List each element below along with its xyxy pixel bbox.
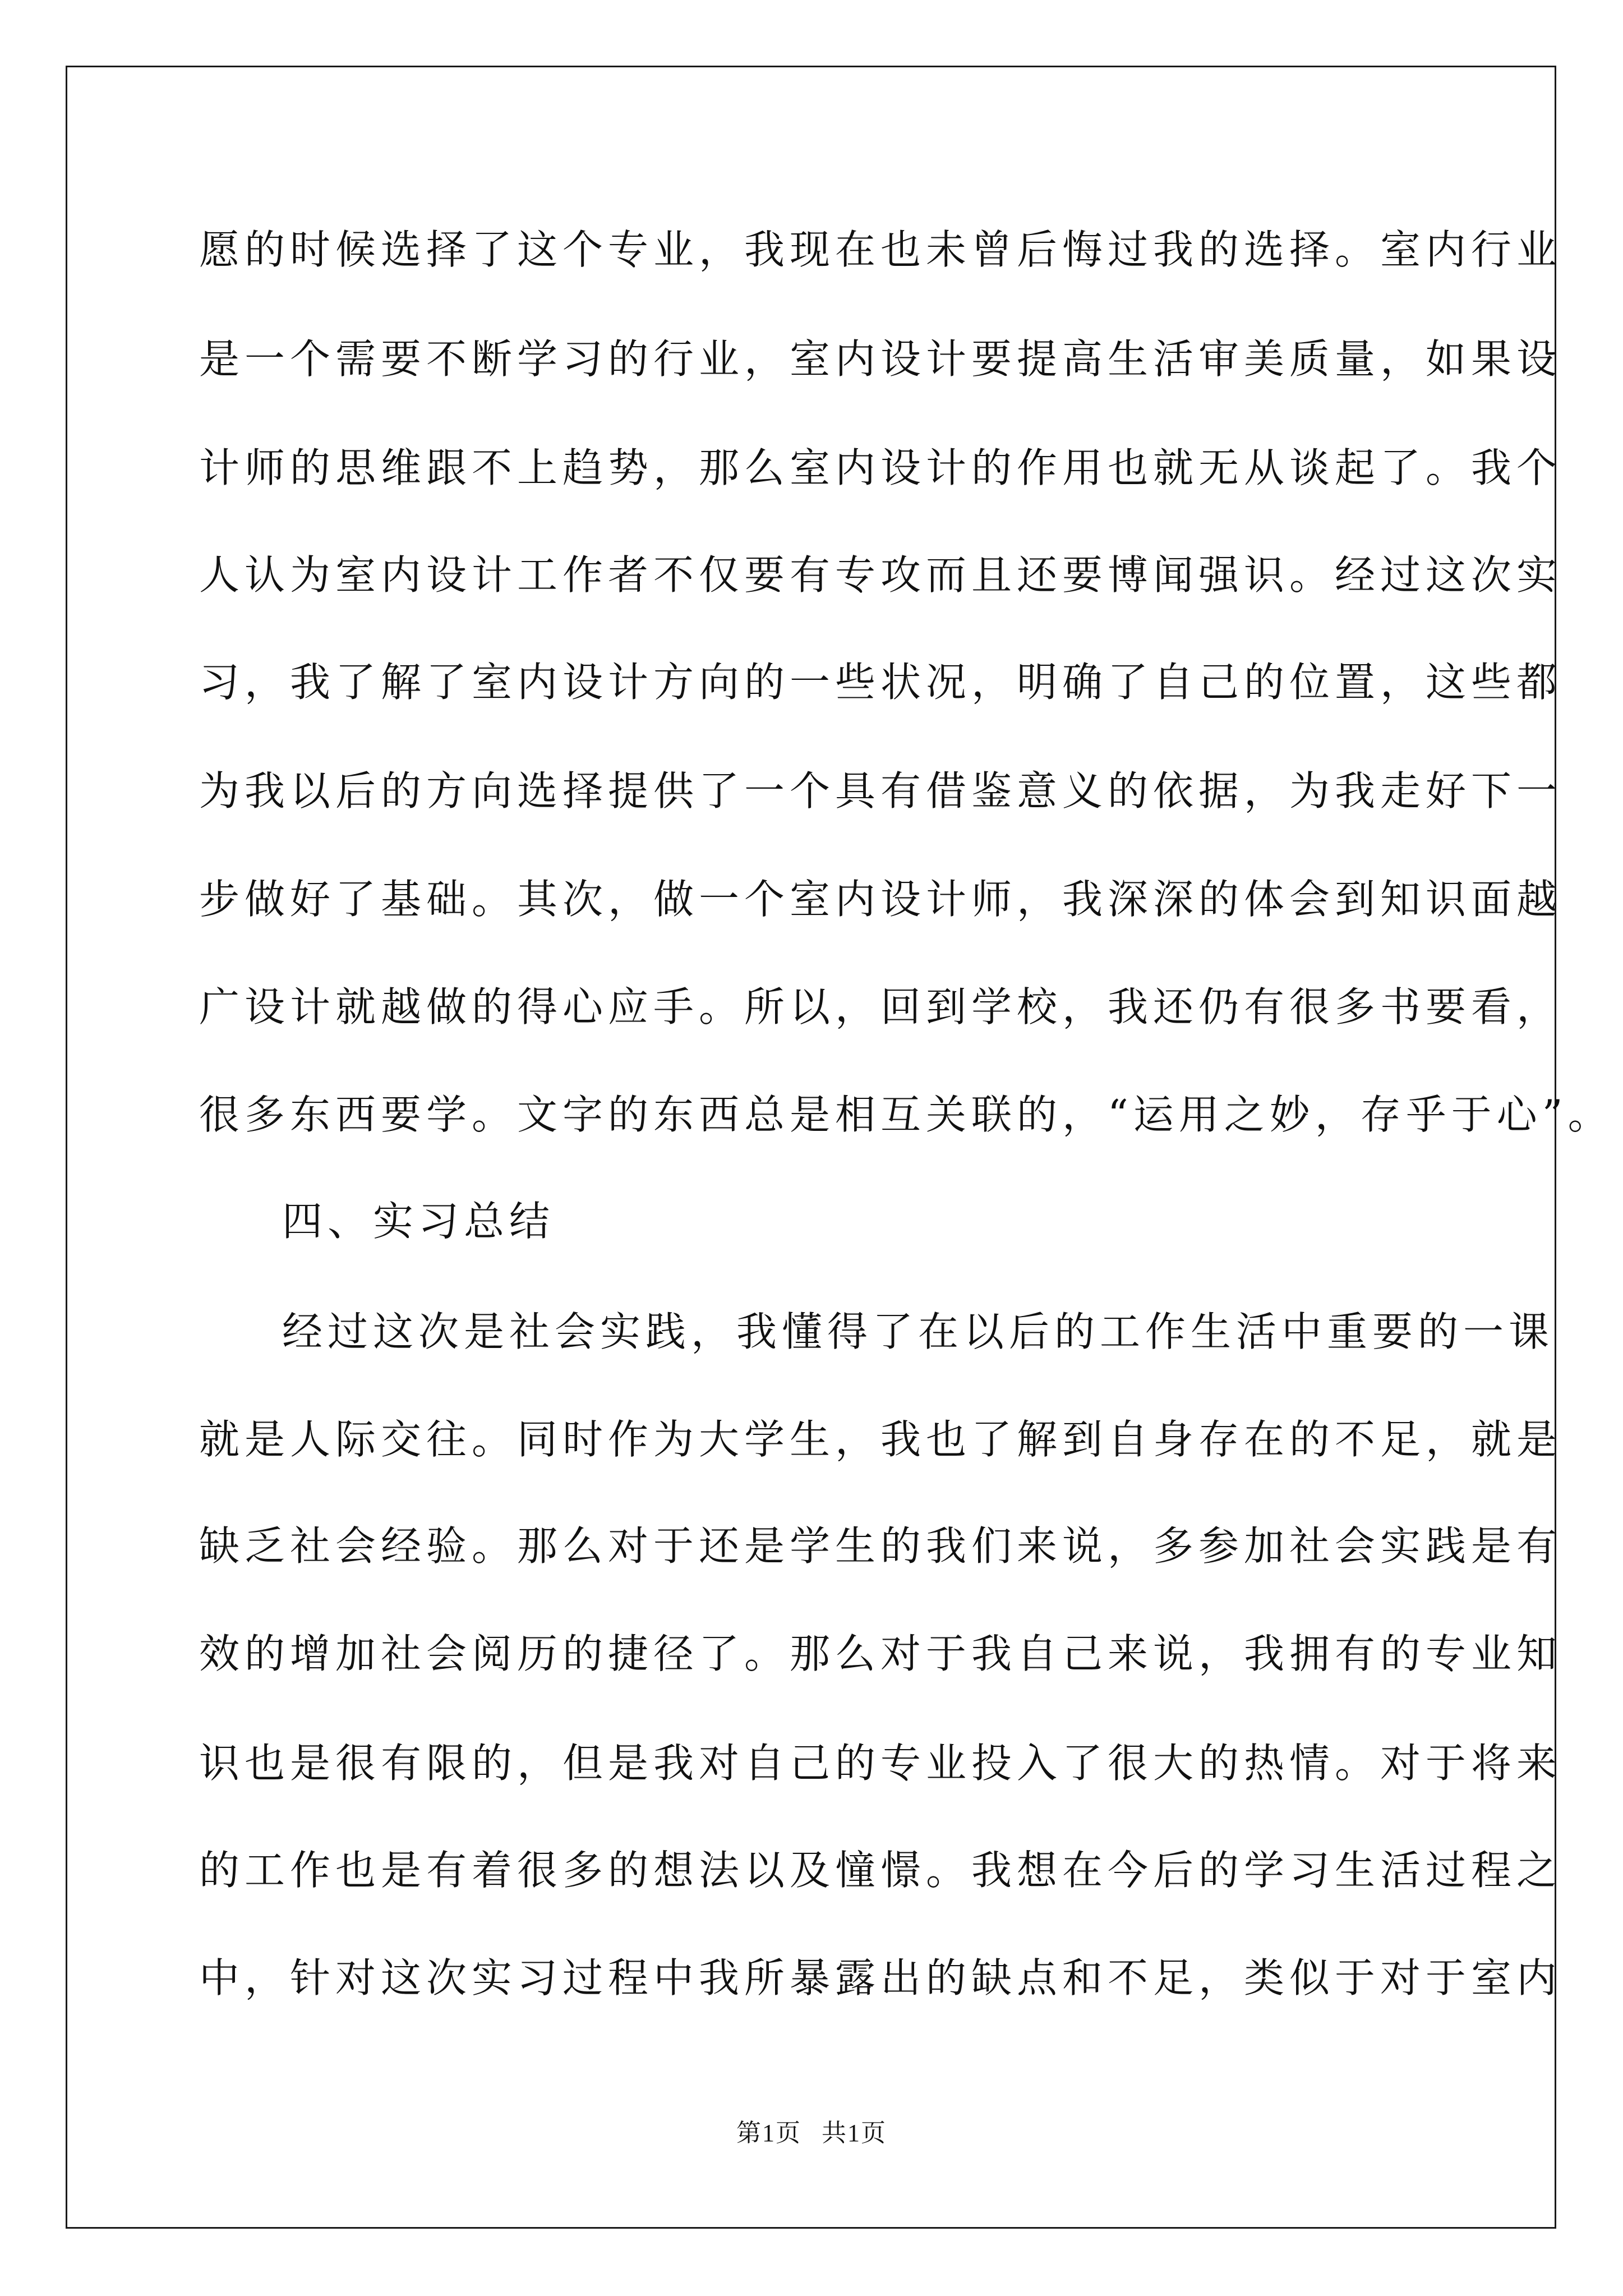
text-line: 步做好了基础。其次，做一个室内设计师，我深深的体会到知识面越 — [199, 876, 1562, 923]
text-line: 的工作也是有着很多的想法以及憧憬。我想在今后的学习生活过程之 — [199, 1847, 1562, 1894]
text-line: 缺乏社会经验。那么对于还是学生的我们来说，多参加社会实践是有 — [199, 1522, 1562, 1570]
page-total: 共1页 — [822, 2119, 887, 2147]
text-line: 为我以后的方向选择提供了一个具有借鉴意义的依据，为我走好下一 — [199, 767, 1562, 815]
text-line: 愿的时候选择了这个专业，我现在也未曾后悔过我的选择。室内行业 — [199, 226, 1562, 273]
paragraph-first-line: 经过这次是社会实践，我懂得了在以后的工作生活中重要的一课 — [282, 1308, 1555, 1355]
page-border — [66, 66, 1556, 2229]
text-line: 习，我了解了室内设计方向的一些状况，明确了自己的位置，这些都 — [199, 659, 1562, 706]
section-heading: 四、实习总结 — [282, 1198, 555, 1245]
page-number: 第1页 — [736, 2119, 801, 2147]
text-line: 效的增加社会阅历的捷径了。那么对于我自己来说，我拥有的专业知 — [199, 1630, 1562, 1677]
text-line: 计师的思维跟不上趋势，那么室内设计的作用也就无从谈起了。我个 — [199, 444, 1562, 491]
text-line: 是一个需要不断学习的行业，室内设计要提高生活审美质量，如果设 — [199, 335, 1562, 383]
text-line: 人认为室内设计工作者不仅要有专攻而且还要博闻强识。经过这次实 — [199, 551, 1562, 599]
text-line: 识也是很有限的，但是我对自己的专业投入了很大的热情。对于将来 — [199, 1740, 1562, 1787]
page-footer — [0, 2118, 1623, 2149]
text-line: 广设计就越做的得心应手。所以，回到学校，我还仍有很多书要看， — [199, 983, 1562, 1030]
text-line: 就是人际交往。同时作为大学生，我也了解到自身存在的不足，就是 — [199, 1416, 1562, 1463]
text-line: 很多东西要学。文字的东西总是相互关联的，“运用之妙，存乎于心”。 — [199, 1091, 1613, 1138]
text-line: 中，针对这次实习过程中我所暴露出的缺点和不足，类似于对于室内 — [199, 1954, 1562, 2001]
